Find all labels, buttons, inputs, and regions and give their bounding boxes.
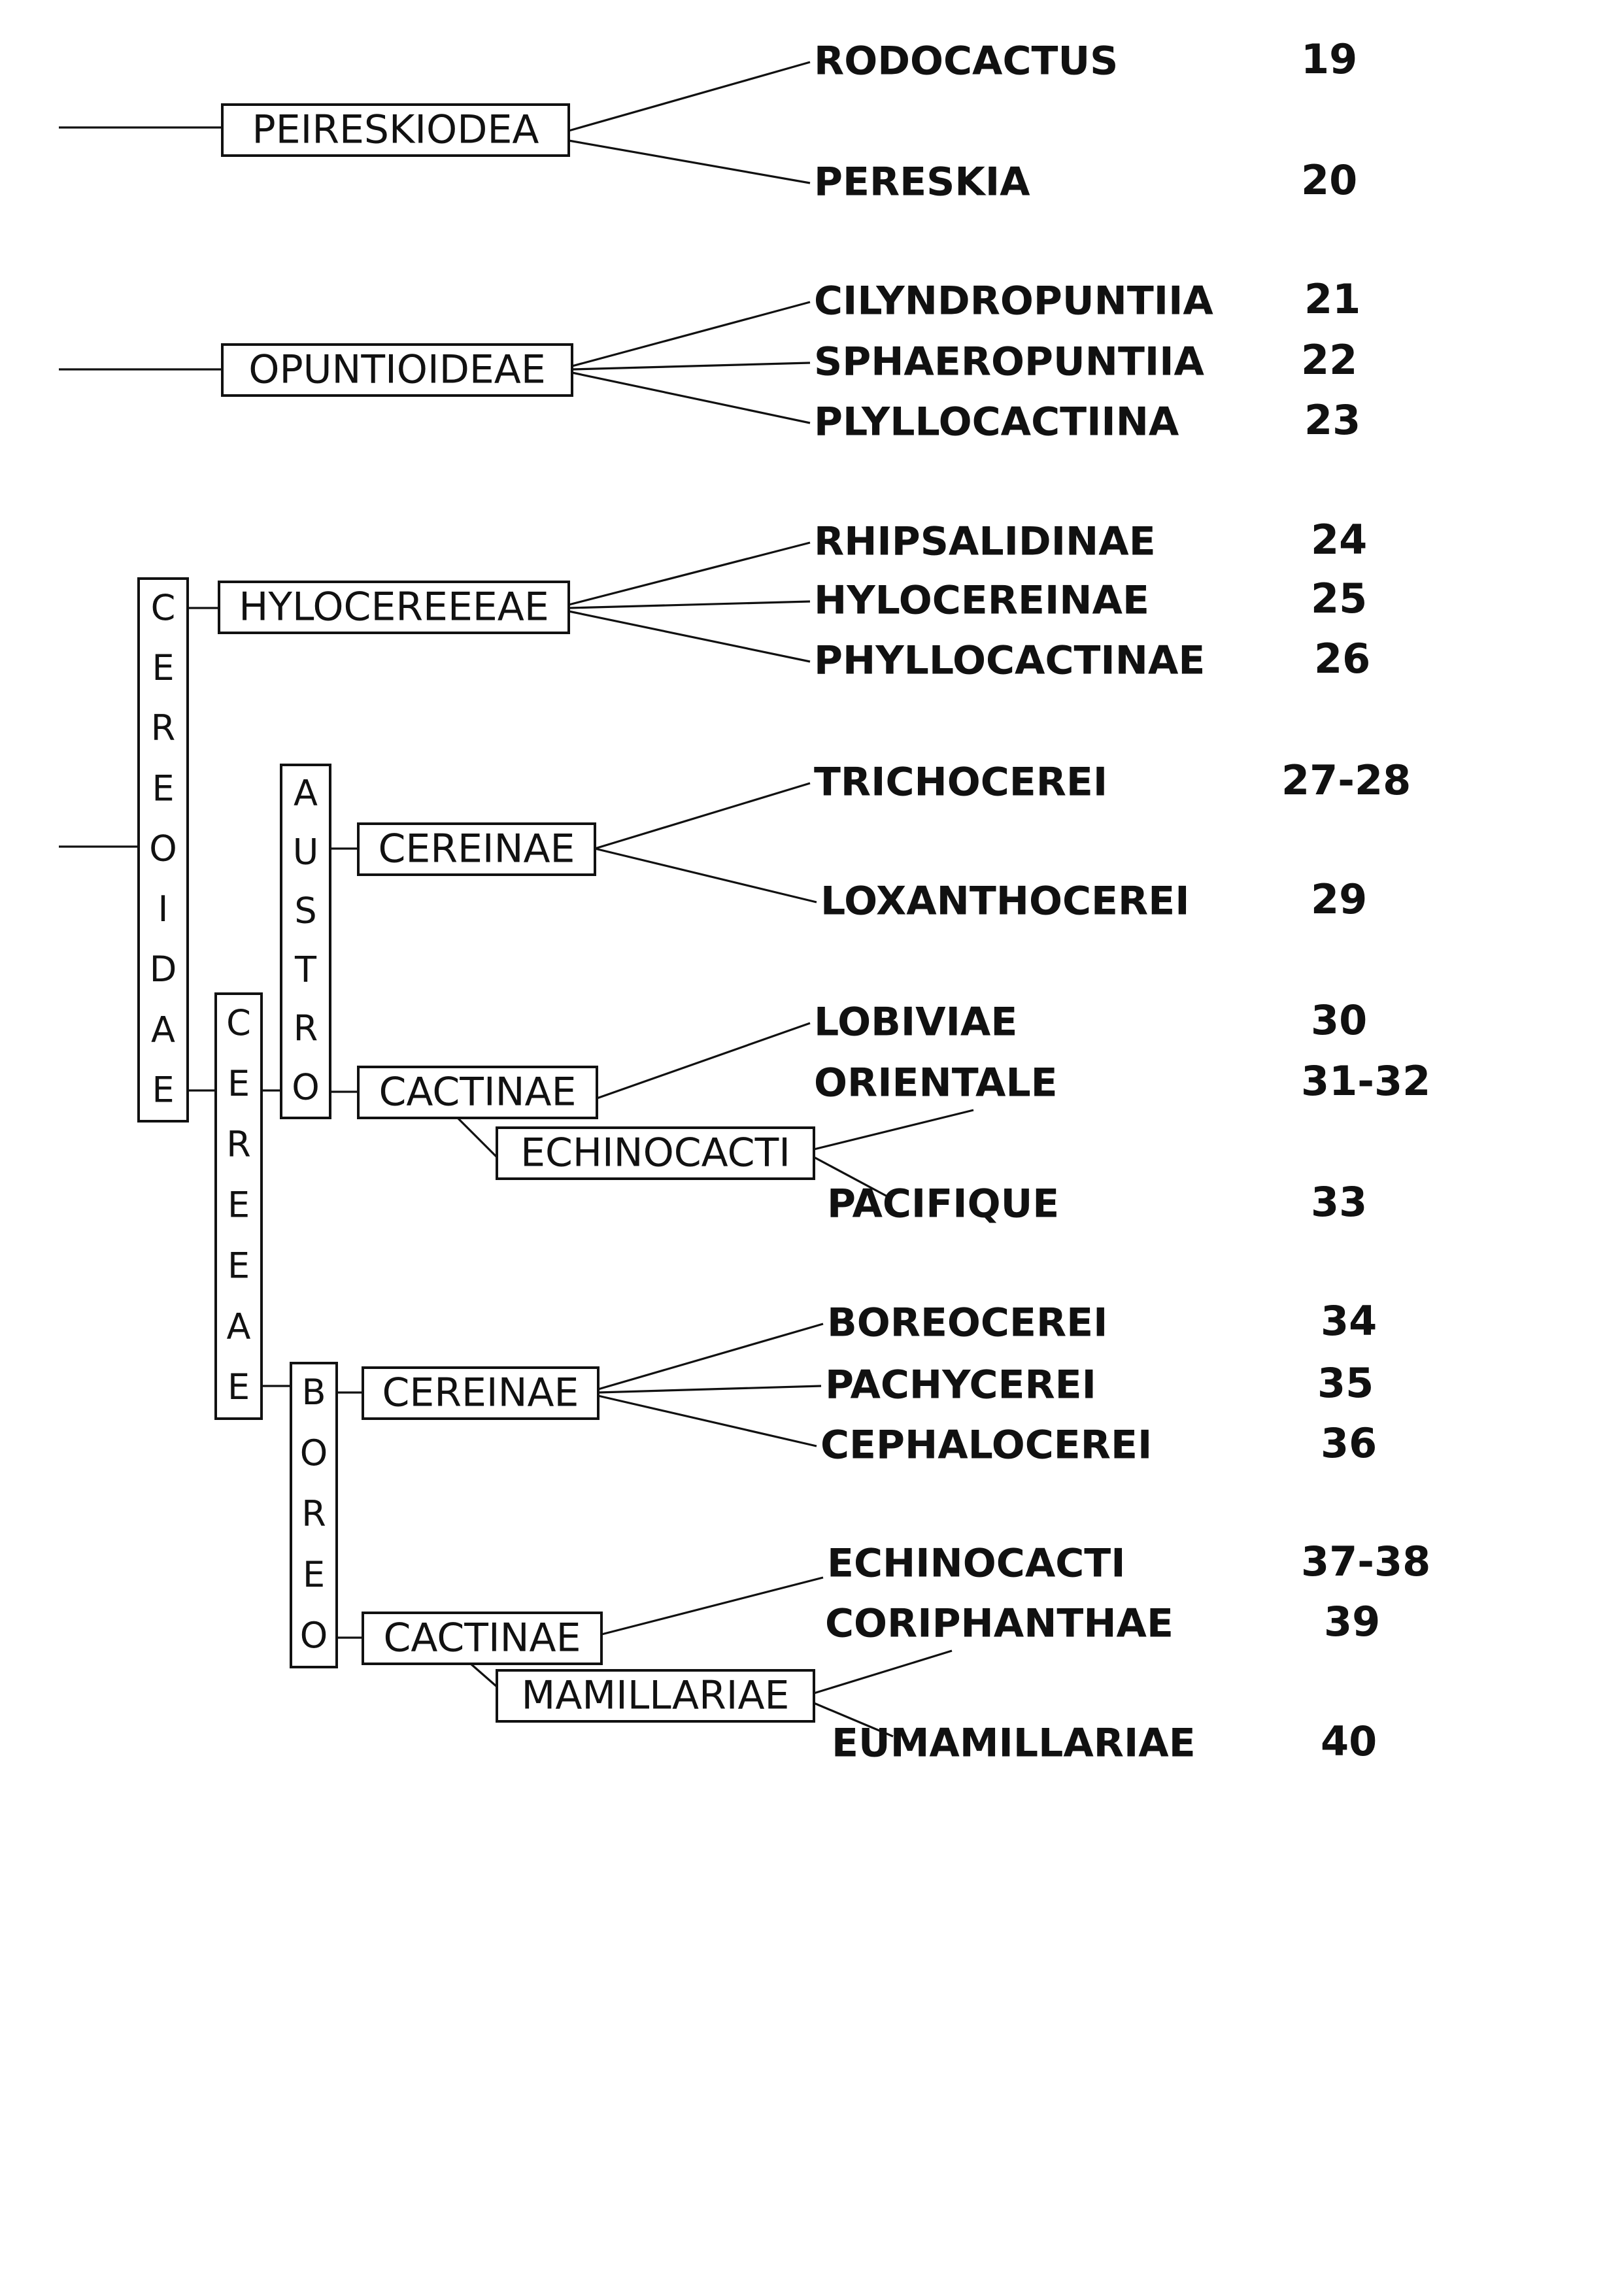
cereoidae-letter: I (158, 888, 169, 930)
boreo-letter: R (301, 1493, 326, 1535)
leaf-orientale: ORIENTALE (814, 1060, 1058, 1106)
number-echinocacti-leaf: 37-38 (1301, 1538, 1431, 1586)
cereoidae-letter: A (151, 1009, 175, 1051)
branch-cephalocerei (598, 1396, 817, 1446)
branch-loxanthocerei (595, 849, 817, 902)
boreo-letter: B (301, 1372, 326, 1413)
cereeae-letter: A (226, 1306, 251, 1347)
austro-letter: A (294, 772, 318, 814)
cereoidae-letter: E (152, 647, 175, 688)
number-eumamillariae: 40 (1321, 1717, 1377, 1766)
leaf-eumamillariae: EUMAMILLARIAE (832, 1720, 1196, 1766)
mamillariae-label: MAMILLARIAE (521, 1672, 790, 1719)
leaf-echinocacti-leaf: ECHINOCACTI (827, 1540, 1126, 1587)
leaf-coriphanthae: CORIPHANTHAE (825, 1600, 1174, 1647)
austro-letter: T (295, 949, 316, 990)
branch-rodocactus (569, 62, 810, 131)
number-rhipsalidinae: 24 (1311, 516, 1368, 564)
cereoidae-letter: C (150, 586, 176, 628)
boreo-letter: E (302, 1554, 326, 1596)
leaf-boreocerei: BOREOCEREI (827, 1300, 1108, 1346)
branch-lobiviae (597, 1023, 810, 1098)
branch-echinocacti-leaf (601, 1578, 823, 1634)
cereoidae-letter: E (152, 768, 175, 809)
number-sphaeropuntiia: 22 (1301, 336, 1358, 384)
branch-cilyndropuntiia (572, 302, 810, 366)
branch-pereskia (569, 141, 810, 183)
number-pachycerei: 35 (1317, 1359, 1374, 1408)
peireskiodea-label: PEIRESKIODEA (252, 107, 539, 153)
branch-coriphanthae (814, 1651, 952, 1693)
link-mamillariae (471, 1664, 497, 1687)
branch-phyllocactinae (569, 611, 810, 662)
cereeae-letter: E (227, 1366, 250, 1408)
cereeae-letter: E (227, 1062, 250, 1104)
number-cilyndropuntiia: 21 (1304, 275, 1361, 324)
cereoidae-letter: R (150, 707, 176, 749)
opuntioideae-label: OPUNTIOIDEAE (248, 346, 546, 393)
leaf-plyllocactiina: PLYLLOCACTIINA (814, 399, 1179, 445)
cereoidae-letter: O (149, 828, 177, 869)
austro-cactinae-label: CACTINAE (379, 1069, 577, 1115)
number-loxanthocerei: 29 (1311, 875, 1368, 924)
leaf-hylocereinae: HYLOCEREINAE (814, 577, 1149, 624)
number-pereskia: 20 (1301, 156, 1358, 205)
leaf-phyllocactinae: PHYLLOCACTINAE (814, 637, 1206, 684)
number-boreocerei: 34 (1321, 1297, 1377, 1345)
branch-pachycerei (598, 1386, 821, 1393)
austro-letter: S (294, 890, 317, 932)
austro-cereinae-label: CEREINAE (378, 826, 575, 872)
number-pacifique: 33 (1311, 1178, 1368, 1226)
number-lobiviae: 30 (1311, 996, 1368, 1045)
leaf-pereskia: PERESKIA (814, 159, 1030, 205)
cereoidae-letter: E (152, 1069, 175, 1111)
link-echinocacti (458, 1118, 497, 1157)
boreo-letter: O (299, 1432, 328, 1474)
leaf-pacifique: PACIFIQUE (827, 1181, 1060, 1227)
leaf-trichocerei: TRICHOCEREI (814, 759, 1108, 805)
number-orientale: 31-32 (1301, 1057, 1431, 1106)
number-trichocerei: 27-28 (1281, 756, 1411, 805)
leaf-rhipsalidinae: RHIPSALIDINAE (814, 518, 1156, 565)
number-rodocactus: 19 (1301, 35, 1358, 84)
branch-rhipsalidinae (569, 543, 810, 605)
number-coriphanthae: 39 (1324, 1598, 1381, 1646)
branch-sphaeropuntiia (572, 363, 810, 369)
hylocereeeae-label: HYLOCEREEEAE (239, 584, 549, 630)
austro-letter: R (293, 1007, 318, 1049)
leaf-lobiviae: LOBIVIAE (814, 999, 1018, 1045)
branch-boreocerei (598, 1324, 823, 1389)
boreo-letter: O (299, 1615, 328, 1657)
echinocacti-label: ECHINOCACTI (520, 1130, 790, 1176)
cereoidae-letter: D (149, 949, 177, 990)
leaf-cilyndropuntiia: CILYNDROPUNTIIA (814, 278, 1213, 324)
leaf-loxanthocerei: LOXANTHOCEREI (820, 878, 1190, 924)
leaf-rodocactus: RODOCACTUS (814, 38, 1119, 84)
branch-trichocerei (595, 783, 810, 849)
austro-letter: O (292, 1066, 320, 1108)
cereeae-letter: R (226, 1123, 251, 1165)
branch-hylocereinae (569, 601, 810, 608)
number-plyllocactiina: 23 (1304, 396, 1361, 445)
boreo-cereinae-label: CEREINAE (382, 1370, 579, 1416)
boreo-cactinae-label: CACTINAE (383, 1615, 581, 1661)
leaf-cephalocerei: CEPHALOCEREI (820, 1422, 1153, 1468)
leaf-sphaeropuntiia: SPHAEROPUNTIIA (814, 339, 1204, 385)
number-hylocereinae: 25 (1311, 575, 1368, 623)
number-phyllocactinae: 26 (1314, 635, 1371, 683)
branch-plyllocactiina (572, 373, 810, 423)
cereeae-letter: E (227, 1184, 250, 1226)
leaf-pachycerei: PACHYCEREI (825, 1362, 1096, 1408)
cereeae-letter: E (227, 1245, 250, 1287)
cereeae-letter: C (226, 1002, 251, 1044)
austro-box (281, 765, 330, 1118)
number-cephalocerei: 36 (1321, 1419, 1377, 1468)
austro-letter: U (292, 831, 319, 873)
branch-orientale (814, 1110, 973, 1149)
